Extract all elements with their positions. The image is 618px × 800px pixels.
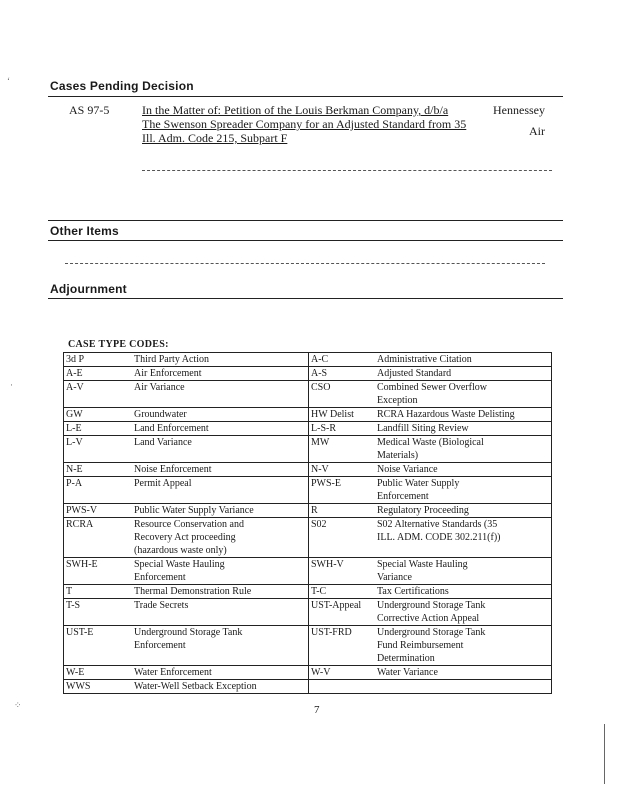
code-abbrev: UST-Appeal xyxy=(309,599,376,626)
code-description-line: Regulatory Proceeding xyxy=(377,505,469,516)
code-abbrev: R xyxy=(309,504,376,518)
code-abbrev: A-E xyxy=(64,367,133,381)
code-abbrev: PWS-E xyxy=(309,477,376,504)
code-description xyxy=(132,463,309,477)
code-description-line: Public Water Supply Variance xyxy=(134,505,254,516)
code-description xyxy=(132,436,309,463)
section-heading-adjournment: Adjournment xyxy=(50,282,127,296)
code-row xyxy=(64,381,552,408)
code-description xyxy=(375,504,552,518)
code-description-line: Land Variance xyxy=(134,437,192,448)
code-row xyxy=(64,599,552,626)
code-description-line: (hazardous waste only) xyxy=(134,545,227,556)
code-abbrev: RCRA xyxy=(64,518,133,558)
code-abbrev: S02 xyxy=(309,518,376,558)
case-title-line: Ill. Adm. Code 215, Subpart F xyxy=(142,131,288,145)
case-category: Air xyxy=(529,124,545,138)
code-description-line: Underground Storage Tank xyxy=(134,627,243,638)
code-description-line: Resource Conservation and xyxy=(134,519,244,530)
code-description-line: Noise Enforcement xyxy=(134,464,212,475)
code-description xyxy=(375,381,552,408)
code-description xyxy=(132,408,309,422)
code-abbrev xyxy=(309,680,376,694)
code-description xyxy=(132,353,309,367)
code-abbrev: P-A xyxy=(64,477,133,504)
section-rule xyxy=(48,298,563,299)
code-abbrev: 3d P xyxy=(64,353,133,367)
code-description-line: S02 Alternative Standards (35 xyxy=(377,519,498,530)
code-abbrev: MW xyxy=(309,436,376,463)
case-title-line: In the Matter of: Petition of the Louis Berkman Company, d/b/a xyxy=(142,103,449,117)
code-row xyxy=(64,353,552,367)
code-description-line: Enforcement xyxy=(377,491,429,502)
code-description-line: Air Variance xyxy=(134,382,185,393)
code-description-line: Administrative Citation xyxy=(377,354,472,365)
dashed-separator xyxy=(65,263,545,264)
code-description-line: Recovery Act proceeding xyxy=(134,532,236,543)
code-row xyxy=(64,666,552,680)
code-abbrev: A-V xyxy=(64,381,133,408)
code-description-line: Enforcement xyxy=(134,640,186,651)
code-abbrev: UST-E xyxy=(64,626,133,666)
code-description-line: Underground Storage Tank xyxy=(377,600,486,611)
code-description-line: RCRA Hazardous Waste Delisting xyxy=(377,409,515,420)
code-description xyxy=(132,585,309,599)
case-number: AS 97-5 xyxy=(69,103,110,117)
code-description xyxy=(132,367,309,381)
code-description xyxy=(375,585,552,599)
code-row xyxy=(64,558,552,585)
code-description-line: Exception xyxy=(377,395,418,406)
code-abbrev: T xyxy=(64,585,133,599)
code-description-line: Enforcement xyxy=(134,572,186,583)
code-description xyxy=(132,680,309,694)
code-description-line: Special Waste Hauling xyxy=(377,559,468,570)
code-row xyxy=(64,518,552,558)
case-title xyxy=(142,103,482,145)
code-description xyxy=(132,666,309,680)
code-description-line: Special Waste Hauling xyxy=(134,559,225,570)
code-abbrev: T-C xyxy=(309,585,376,599)
code-description xyxy=(375,353,552,367)
code-abbrev: W-V xyxy=(309,666,376,680)
code-row xyxy=(64,422,552,436)
code-description xyxy=(375,422,552,436)
page-number: 7 xyxy=(314,704,320,716)
case-title-line: The Swenson Spreader Company for an Adjusted Standard from 35 xyxy=(142,117,467,131)
code-description xyxy=(132,422,309,436)
code-abbrev: GW xyxy=(64,408,133,422)
code-row xyxy=(64,463,552,477)
code-description xyxy=(375,666,552,680)
code-description xyxy=(375,367,552,381)
code-abbrev: N-E xyxy=(64,463,133,477)
code-description xyxy=(132,518,309,558)
code-abbrev: A-C xyxy=(309,353,376,367)
code-description-line: Water-Well Setback Exception xyxy=(134,681,257,692)
code-row xyxy=(64,585,552,599)
code-abbrev: CSO xyxy=(309,381,376,408)
code-description-line: Groundwater xyxy=(134,409,187,420)
code-description xyxy=(132,599,309,626)
code-abbrev: WWS xyxy=(64,680,133,694)
code-description xyxy=(375,463,552,477)
code-description xyxy=(375,558,552,585)
code-abbrev: L-E xyxy=(64,422,133,436)
section-heading-cases-pending: Cases Pending Decision xyxy=(50,79,194,93)
code-description-line: Air Enforcement xyxy=(134,368,202,379)
code-abbrev: T-S xyxy=(64,599,133,626)
case-type-codes-table xyxy=(63,352,552,694)
code-description-line: Trade Secrets xyxy=(134,600,189,611)
code-description xyxy=(132,477,309,504)
section-heading-other-items: Other Items xyxy=(50,224,119,238)
code-description xyxy=(375,518,552,558)
code-description xyxy=(132,504,309,518)
code-description-line: Noise Variance xyxy=(377,464,438,475)
code-abbrev: HW Delist xyxy=(309,408,376,422)
code-row xyxy=(64,626,552,666)
code-abbrev: L-V xyxy=(64,436,133,463)
section-rule xyxy=(48,220,563,221)
section-rule xyxy=(48,240,563,241)
code-row xyxy=(64,436,552,463)
code-description xyxy=(375,408,552,422)
code-description-line: Variance xyxy=(377,572,412,583)
code-description-line: Land Enforcement xyxy=(134,423,209,434)
code-abbrev: L-S-R xyxy=(309,422,376,436)
code-description-line: Water Variance xyxy=(377,667,438,678)
case-type-codes-title: CASE TYPE CODES: xyxy=(68,339,169,350)
scan-speck: ⁘ xyxy=(14,700,22,710)
code-row xyxy=(64,477,552,504)
code-description-line: Permit Appeal xyxy=(134,478,192,489)
code-description-line: Corrective Action Appeal xyxy=(377,613,480,624)
code-row xyxy=(64,408,552,422)
code-description-line: ILL. ADM. CODE 302.211(f)) xyxy=(377,532,501,543)
code-abbrev: SWH-V xyxy=(309,558,376,585)
code-description xyxy=(132,626,309,666)
scan-speck: · xyxy=(10,380,13,390)
code-abbrev: A-S xyxy=(309,367,376,381)
code-description xyxy=(375,599,552,626)
code-description-line: Thermal Demonstration Rule xyxy=(134,586,252,597)
code-description-line: Landfill Siting Review xyxy=(377,423,469,434)
code-row xyxy=(64,504,552,518)
code-abbrev: N-V xyxy=(309,463,376,477)
code-description-line: Third Party Action xyxy=(134,354,209,365)
code-description xyxy=(375,477,552,504)
section-rule xyxy=(48,96,563,97)
code-abbrev: W-E xyxy=(64,666,133,680)
scan-edge-line xyxy=(604,724,605,784)
code-description xyxy=(375,626,552,666)
code-abbrev: SWH-E xyxy=(64,558,133,585)
code-abbrev: PWS-V xyxy=(64,504,133,518)
code-description-line: Adjusted Standard xyxy=(377,368,452,379)
code-description-line: Medical Waste (Biological xyxy=(377,437,484,448)
code-row xyxy=(64,367,552,381)
code-description-line: Water Enforcement xyxy=(134,667,212,678)
code-description xyxy=(132,558,309,585)
code-description-line: Combined Sewer Overflow xyxy=(377,382,487,393)
code-description-line: Tax Certifications xyxy=(377,586,449,597)
code-description xyxy=(375,680,552,694)
code-description xyxy=(375,436,552,463)
code-description-line: Public Water Supply xyxy=(377,478,460,489)
code-abbrev: UST-FRD xyxy=(309,626,376,666)
code-description-line: Fund Reimbursement xyxy=(377,640,464,651)
code-description-line: Determination xyxy=(377,653,435,664)
code-description-line: Underground Storage Tank xyxy=(377,627,486,638)
code-description-line: Materials) xyxy=(377,450,419,461)
code-description xyxy=(132,381,309,408)
dashed-separator xyxy=(142,170,552,171)
scan-speck: ʻ xyxy=(7,76,10,86)
code-row xyxy=(64,680,552,694)
case-board-member: Hennessey xyxy=(493,103,545,117)
